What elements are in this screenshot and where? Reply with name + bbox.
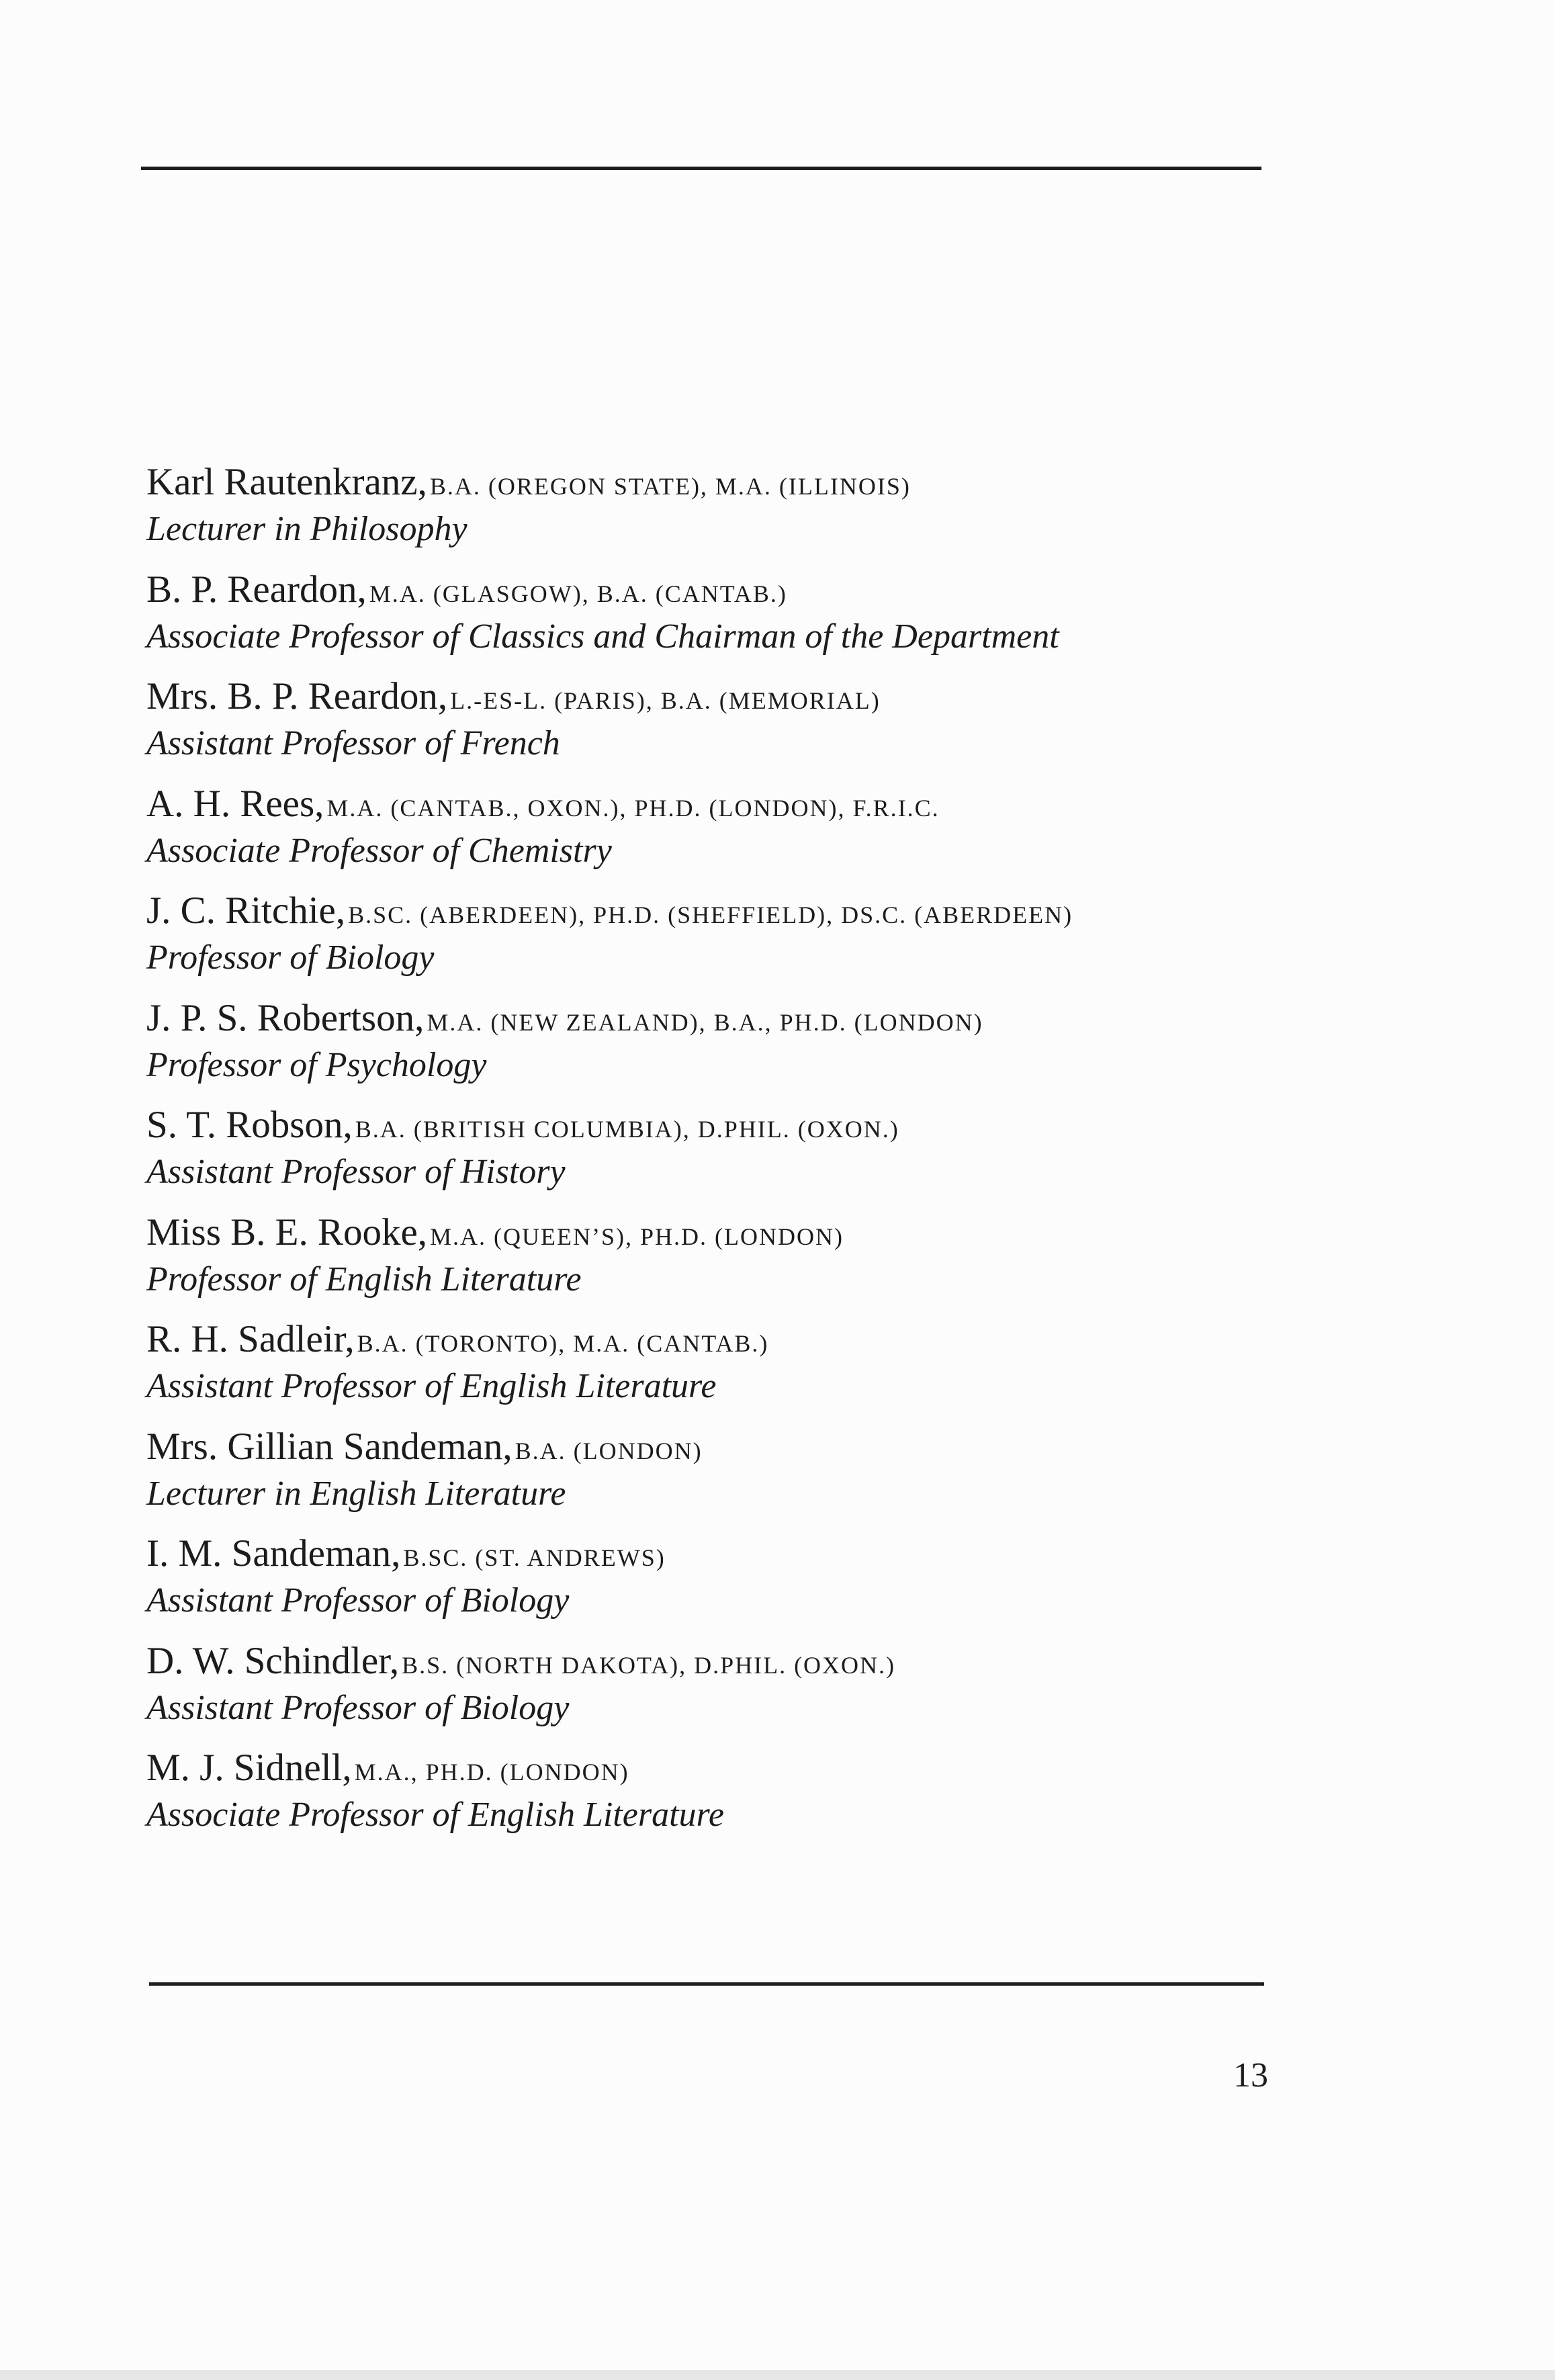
- bottom-rule: [149, 1982, 1264, 1986]
- faculty-name: D. W. Schindler,: [146, 1639, 400, 1682]
- faculty-title: Associate Professor of Classics and Chairman of the Department: [146, 617, 1059, 656]
- faculty-title: Professor of English Literature: [146, 1260, 582, 1298]
- faculty-title: Associate Professor of Chemistry: [146, 831, 612, 870]
- faculty-credentials: B.A. (TORONTO), M.A. (CANTAB.): [357, 1330, 769, 1357]
- faculty-name: M. J. Sidnell,: [146, 1747, 352, 1789]
- faculty-name-line: [146, 1101, 899, 1149]
- faculty-name-line: [146, 994, 983, 1043]
- faculty-credentials: M.A. (NEW ZEALAND), B.A., PH.D. (LONDON): [427, 1008, 983, 1036]
- faculty-name: Karl Rautenkranz,: [146, 461, 427, 503]
- faculty-credentials: B.A. (BRITISH COLUMBIA), D.PHIL. (OXON.): [355, 1116, 899, 1143]
- faculty-entry: [146, 1637, 1423, 1745]
- faculty-credentials: M.A. (CANTAB., OXON.), PH.D. (LONDON), F.R.I.C.: [326, 794, 940, 822]
- faculty-title: Lecturer in Philosophy: [146, 510, 468, 548]
- faculty-entry: [146, 566, 1423, 673]
- faculty-entry: [146, 1315, 1423, 1423]
- faculty-list: [146, 458, 1423, 1851]
- faculty-name: A. H. Rees,: [146, 782, 324, 825]
- faculty-title: Assistant Professor of French: [146, 724, 560, 762]
- faculty-name-line: [146, 1315, 768, 1364]
- faculty-name-line: [146, 1744, 629, 1792]
- faculty-name: Miss B. E. Rooke,: [146, 1210, 428, 1253]
- faculty-name-line: [146, 672, 881, 721]
- faculty-title: Assistant Professor of English Literature: [146, 1367, 717, 1405]
- faculty-title: Professor of Biology: [146, 938, 435, 977]
- faculty-title: Associate Professor of English Literature: [146, 1796, 724, 1834]
- faculty-credentials: M.A. (GLASGOW), B.A. (CANTAB.): [369, 580, 787, 607]
- faculty-entry: [146, 1744, 1423, 1851]
- faculty-credentials: B.A. (OREGON STATE), M.A. (ILLINOIS): [429, 473, 911, 500]
- faculty-credentials: M.A. (QUEEN’S), PH.D. (LONDON): [430, 1223, 844, 1250]
- faculty-name: I. M. Sandeman,: [146, 1532, 401, 1575]
- top-rule: [141, 167, 1261, 170]
- faculty-entry: [146, 1208, 1423, 1316]
- faculty-name-line: [146, 566, 787, 614]
- faculty-entry: [146, 672, 1423, 780]
- faculty-credentials: B.A. (LONDON): [515, 1437, 703, 1464]
- faculty-entry: [146, 780, 1423, 887]
- faculty-name-line: [146, 780, 940, 828]
- faculty-entry: [146, 1530, 1423, 1637]
- faculty-name: J. P. S. Robertson,: [146, 996, 425, 1039]
- faculty-credentials: L.-ES-L. (PARIS), B.A. (MEMORIAL): [450, 687, 881, 714]
- faculty-credentials: B.SC. (ST. ANDREWS): [403, 1544, 666, 1571]
- faculty-entry: [146, 1101, 1423, 1208]
- page-number: 13: [1233, 2056, 1268, 2095]
- faculty-title: Professor of Psychology: [146, 1045, 487, 1084]
- faculty-name-line: [146, 887, 1073, 935]
- faculty-credentials: M.A., PH.D. (LONDON): [354, 1759, 629, 1786]
- faculty-name: J. C. Ritchie,: [146, 889, 346, 932]
- faculty-name: Mrs. B. P. Reardon,: [146, 675, 448, 717]
- faculty-entry: [146, 1423, 1423, 1530]
- faculty-name: S. T. Robson,: [146, 1104, 353, 1146]
- faculty-credentials: B.SC. (ABERDEEN), PH.D. (SHEFFIELD), DS.C. (ABERDEEN): [348, 901, 1073, 928]
- faculty-entry: [146, 887, 1423, 994]
- scan-edge: [0, 2370, 1555, 2380]
- faculty-title: Assistant Professor of Biology: [146, 1688, 570, 1727]
- faculty-credentials: B.S. (NORTH DAKOTA), D.PHIL. (OXON.): [402, 1651, 896, 1679]
- faculty-name: B. P. Reardon,: [146, 568, 367, 611]
- faculty-name-line: [146, 1530, 666, 1578]
- faculty-title: Lecturer in English Literature: [146, 1474, 566, 1513]
- faculty-name-line: [146, 1208, 844, 1257]
- faculty-entry: [146, 458, 1423, 566]
- faculty-name-line: [146, 1423, 703, 1471]
- faculty-entry: [146, 994, 1423, 1102]
- faculty-name: R. H. Sadleir,: [146, 1318, 355, 1360]
- faculty-title: Assistant Professor of History: [146, 1153, 566, 1191]
- faculty-title: Assistant Professor of Biology: [146, 1581, 570, 1620]
- faculty-name: Mrs. Gillian Sandeman,: [146, 1425, 513, 1468]
- faculty-name-line: [146, 458, 911, 506]
- faculty-name-line: [146, 1637, 895, 1685]
